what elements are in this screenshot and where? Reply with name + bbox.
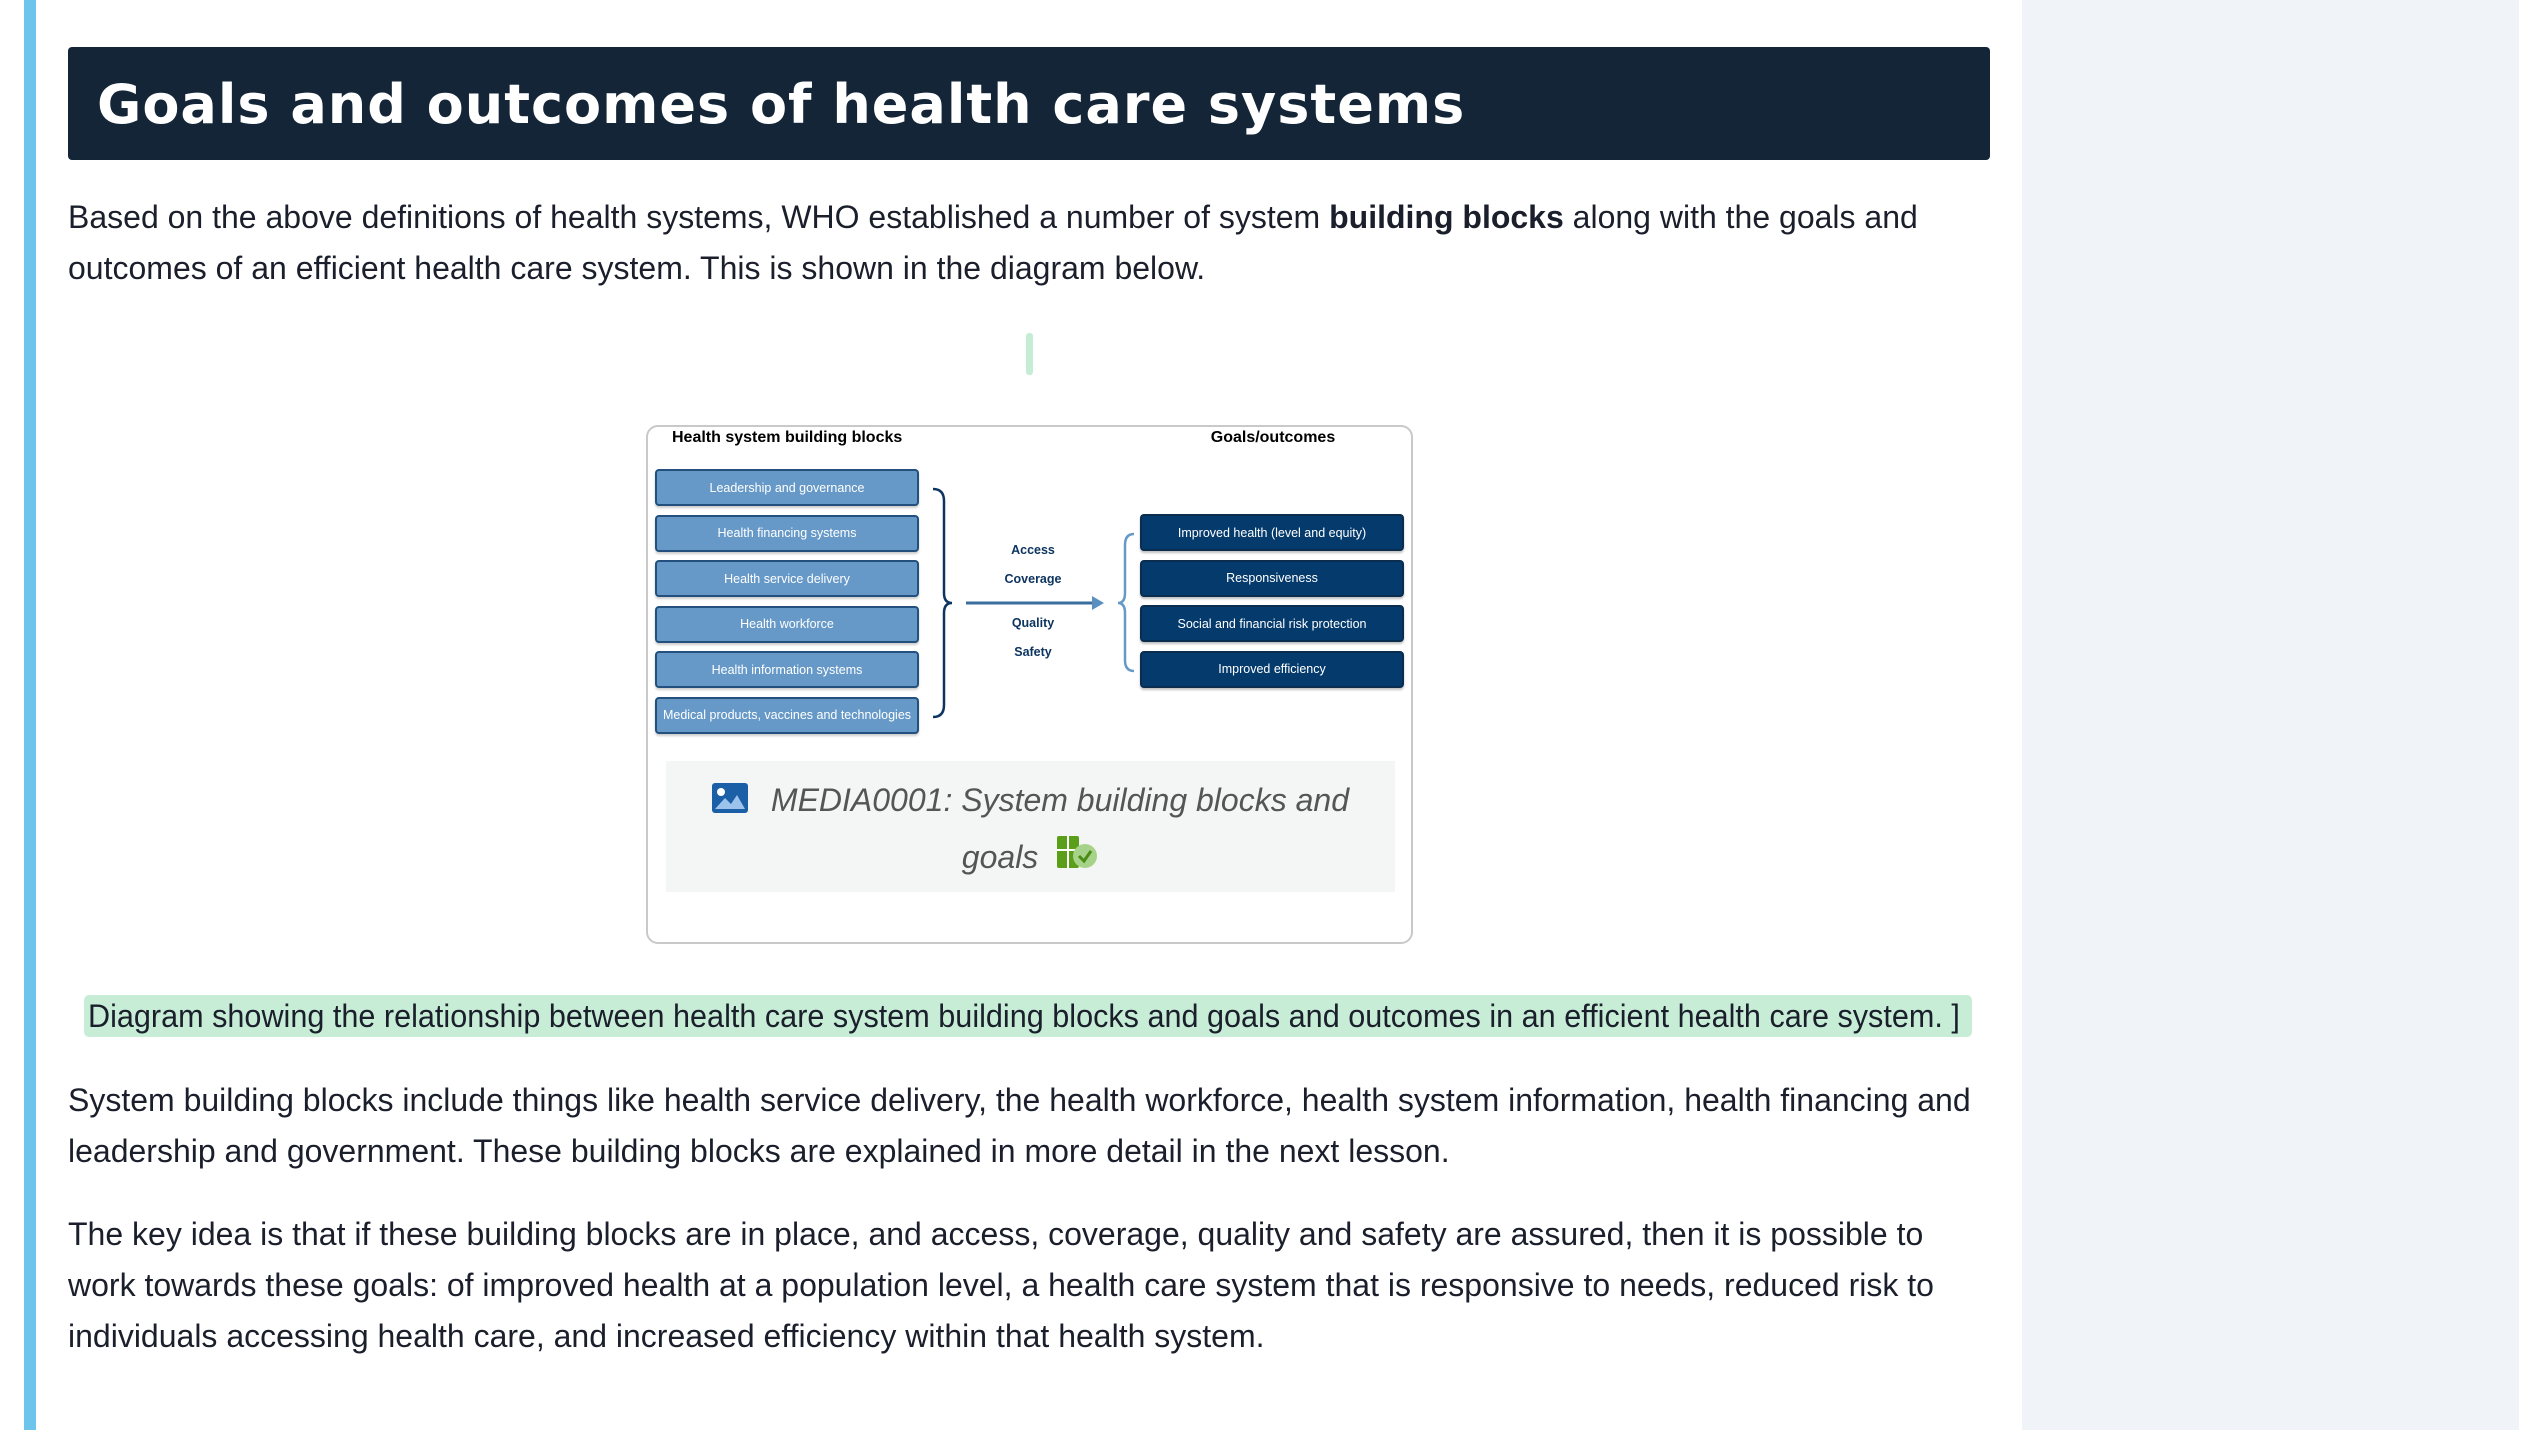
side-panel (2022, 0, 2519, 1430)
mediator-label: Access (1011, 543, 1055, 557)
building-block-box: Health workforce (655, 606, 919, 643)
diagram-figure (646, 425, 1413, 944)
building-block-box: Health financing systems (655, 515, 919, 552)
goals-title: Goals/outcomes (1210, 429, 1336, 446)
goal-box: Improved health (level and equity) (1140, 514, 1404, 551)
approved-check-icon[interactable] (1057, 832, 1099, 887)
image-icon (712, 775, 748, 830)
diagram-alt-caption-box (84, 995, 1972, 1037)
arrow-head (1092, 596, 1104, 610)
building-block-box: Health service delivery (655, 560, 919, 597)
paragraph: System building blocks include things like health service delivery, the health workforce, health system information, health financing and leadership and government. These building blocks are explained in more detail in the next lesson. (68, 1082, 1971, 1169)
goal-box: Improved efficiency (1140, 651, 1404, 688)
right-brace (1118, 534, 1134, 671)
intro-paragraph (68, 192, 1998, 294)
diagram-connectors (648, 427, 1411, 757)
mediator-label: Coverage (1004, 572, 1062, 586)
media-caption-box (666, 761, 1395, 892)
paragraph: The key idea is that if these building blocks are in place, and access, coverage, quality and safety are assured, then it is possible to work towards these goals: of improved health at a population level, a health care system that is responsive to needs, reduced risk to individuals accessing health care, and increased efficiency within that health system. (68, 1216, 1934, 1354)
building-block-box: Health information systems (655, 651, 919, 688)
accent-bar (24, 0, 36, 1430)
building-block-box: Leadership and governance (655, 469, 919, 506)
section-header (68, 47, 1990, 160)
intro-text-end: along with the goals and outcomes of an efficient health care system. This is shown in the diagram below. (68, 199, 1918, 286)
mediator-label: Quality (1011, 616, 1055, 630)
media-caption: MEDIA0001: System building blocks and goals (770, 782, 1349, 876)
left-brace (933, 489, 952, 717)
intro-text: Based on the above definitions of health systems, WHO established a number of system (68, 199, 1330, 235)
annotation-marker[interactable] (1026, 333, 1033, 375)
intro-bold-term: building blocks (1329, 199, 1564, 235)
page-title: Goals and outcomes of health care systems (97, 73, 1466, 136)
building-blocks-title: Health system building blocks (672, 429, 903, 446)
goal-box: Social and financial risk protection (1140, 605, 1404, 642)
goal-box: Responsiveness (1140, 560, 1404, 597)
diagram-alt-caption: Diagram showing the relationship between health care system building blocks and goals and outcomes in an efficient health care system. ] (88, 998, 1960, 1034)
mediator-label: Safety (1014, 645, 1052, 659)
building-block-box: Medical products, vaccines and technologies (655, 697, 919, 734)
